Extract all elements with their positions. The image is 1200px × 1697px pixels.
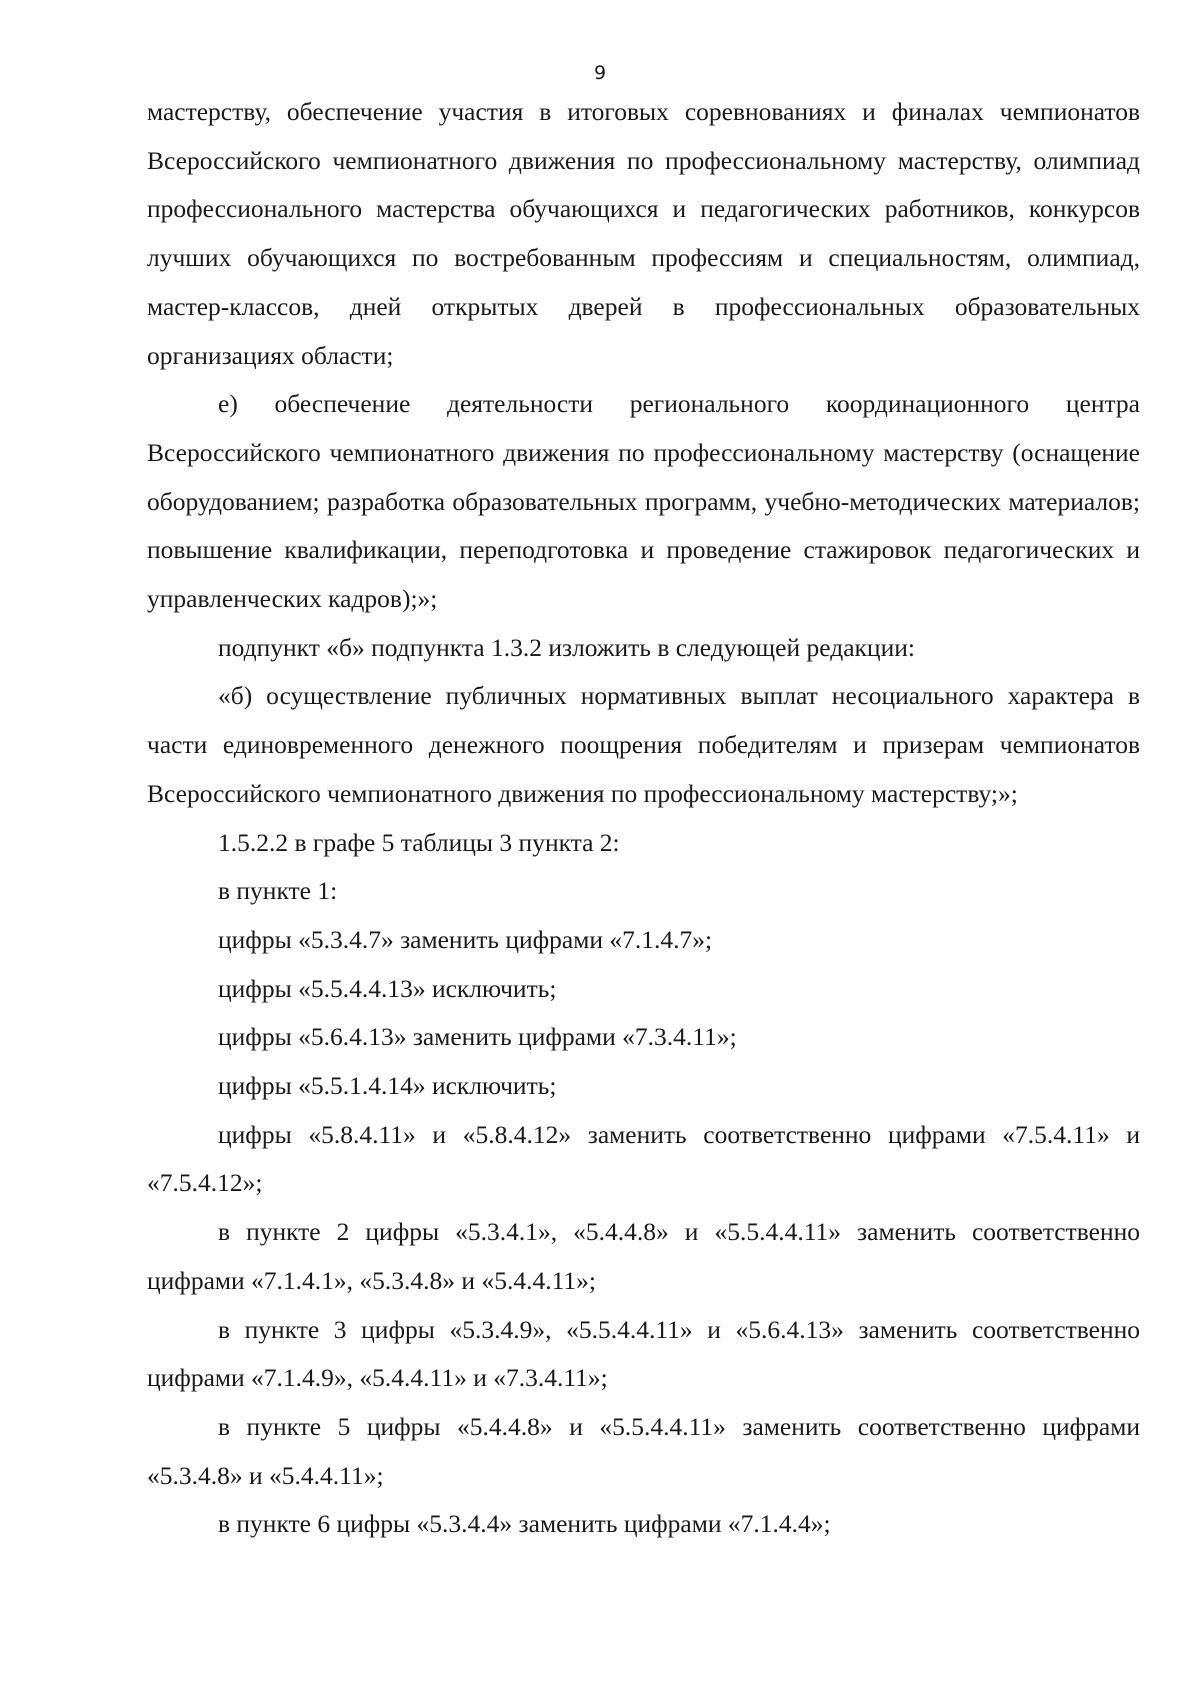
paragraph-1-5-2-2: 1.5.2.2 в графе 5 таблицы 3 пункта 2: xyxy=(218,827,620,857)
paragraph-subitem-b-intro: подпункт «б» подпункта 1.3.2 изложить в следующей редакции: xyxy=(218,632,915,662)
paragraph-replace-5-8-4: цифры «5.8.4.11» и «5.8.4.12» заменить соответственно цифрами «7.5.4.11» и «7.5.4.12»; xyxy=(147,1119,1140,1198)
document-body xyxy=(147,88,1140,1549)
paragraph-continuation: мастерству, обеспечение участия в итоговых соревнованиях и финалах чемпионатов Всероссийского чемпионатного движения по профессиональному мастерству, олимпиад профессионального мастерства обучающихся и педагогических работников, конкурсов лучших обучающихся по востребованным профессиям и специальностям, олимпиад, мастер-классов, дней открытых дверей в профессиональных образовательных организациях области; xyxy=(147,97,1140,370)
paragraph-replace-5-6-4-13: цифры «5.6.4.13» заменить цифрами «7.3.4.11»; xyxy=(218,1022,737,1052)
page-number: 9 xyxy=(593,62,607,84)
paragraph-point-1: в пункте 1: xyxy=(218,876,338,906)
paragraph-point-5: в пункте 5 цифры «5.4.4.8» и «5.5.4.4.11» заменить соответственно цифрами «5.3.4.8» и «5.4.4.11»; xyxy=(147,1411,1140,1490)
paragraph-point-2: в пункте 2 цифры «5.3.4.1», «5.4.4.8» и «5.5.4.4.11» заменить соответственно цифрами «7.1.4.1», «5.3.4.8» и «5.4.4.11»; xyxy=(147,1217,1140,1295)
paragraph-exclude-5-5-4-4-13: цифры «5.5.4.4.13» исключить; xyxy=(218,973,557,1003)
paragraph-exclude-5-5-1-4-14: цифры «5.5.1.4.14» исключить; xyxy=(218,1071,557,1101)
paragraph-replace-5-3-4-7: цифры «5.3.4.7» заменить цифрами «7.1.4.7»; xyxy=(218,924,713,954)
paragraph-subitem-b-text: «б) осуществление публичных нормативных выплат несоциального характера в части единовременного денежного поощрения победителям и призерам чемпионатов Всероссийского чемпионатного движения по профессиональному мастерству;»; xyxy=(147,681,1140,808)
paragraph-item-e: е) обеспечение деятельности регионального координационного центра Всероссийского чемпионатного движения по профессиональному мастерству (оснащение оборудованием; разработка образовательных программ, учебно-методических материалов; повышение квалификации, переподготовка и проведение стажировок педагогических и управленческих кадров);»; xyxy=(147,389,1140,614)
paragraph-point-6: в пункте 6 цифры «5.3.4.4» заменить цифрами «7.1.4.4»; xyxy=(218,1509,831,1539)
paragraph-point-3: в пункте 3 цифры «5.3.4.9», «5.5.4.4.11» и «5.6.4.13» заменить соответственно цифрами «7.1.4.9», «5.4.4.11» и «7.3.4.11»; xyxy=(147,1314,1140,1393)
